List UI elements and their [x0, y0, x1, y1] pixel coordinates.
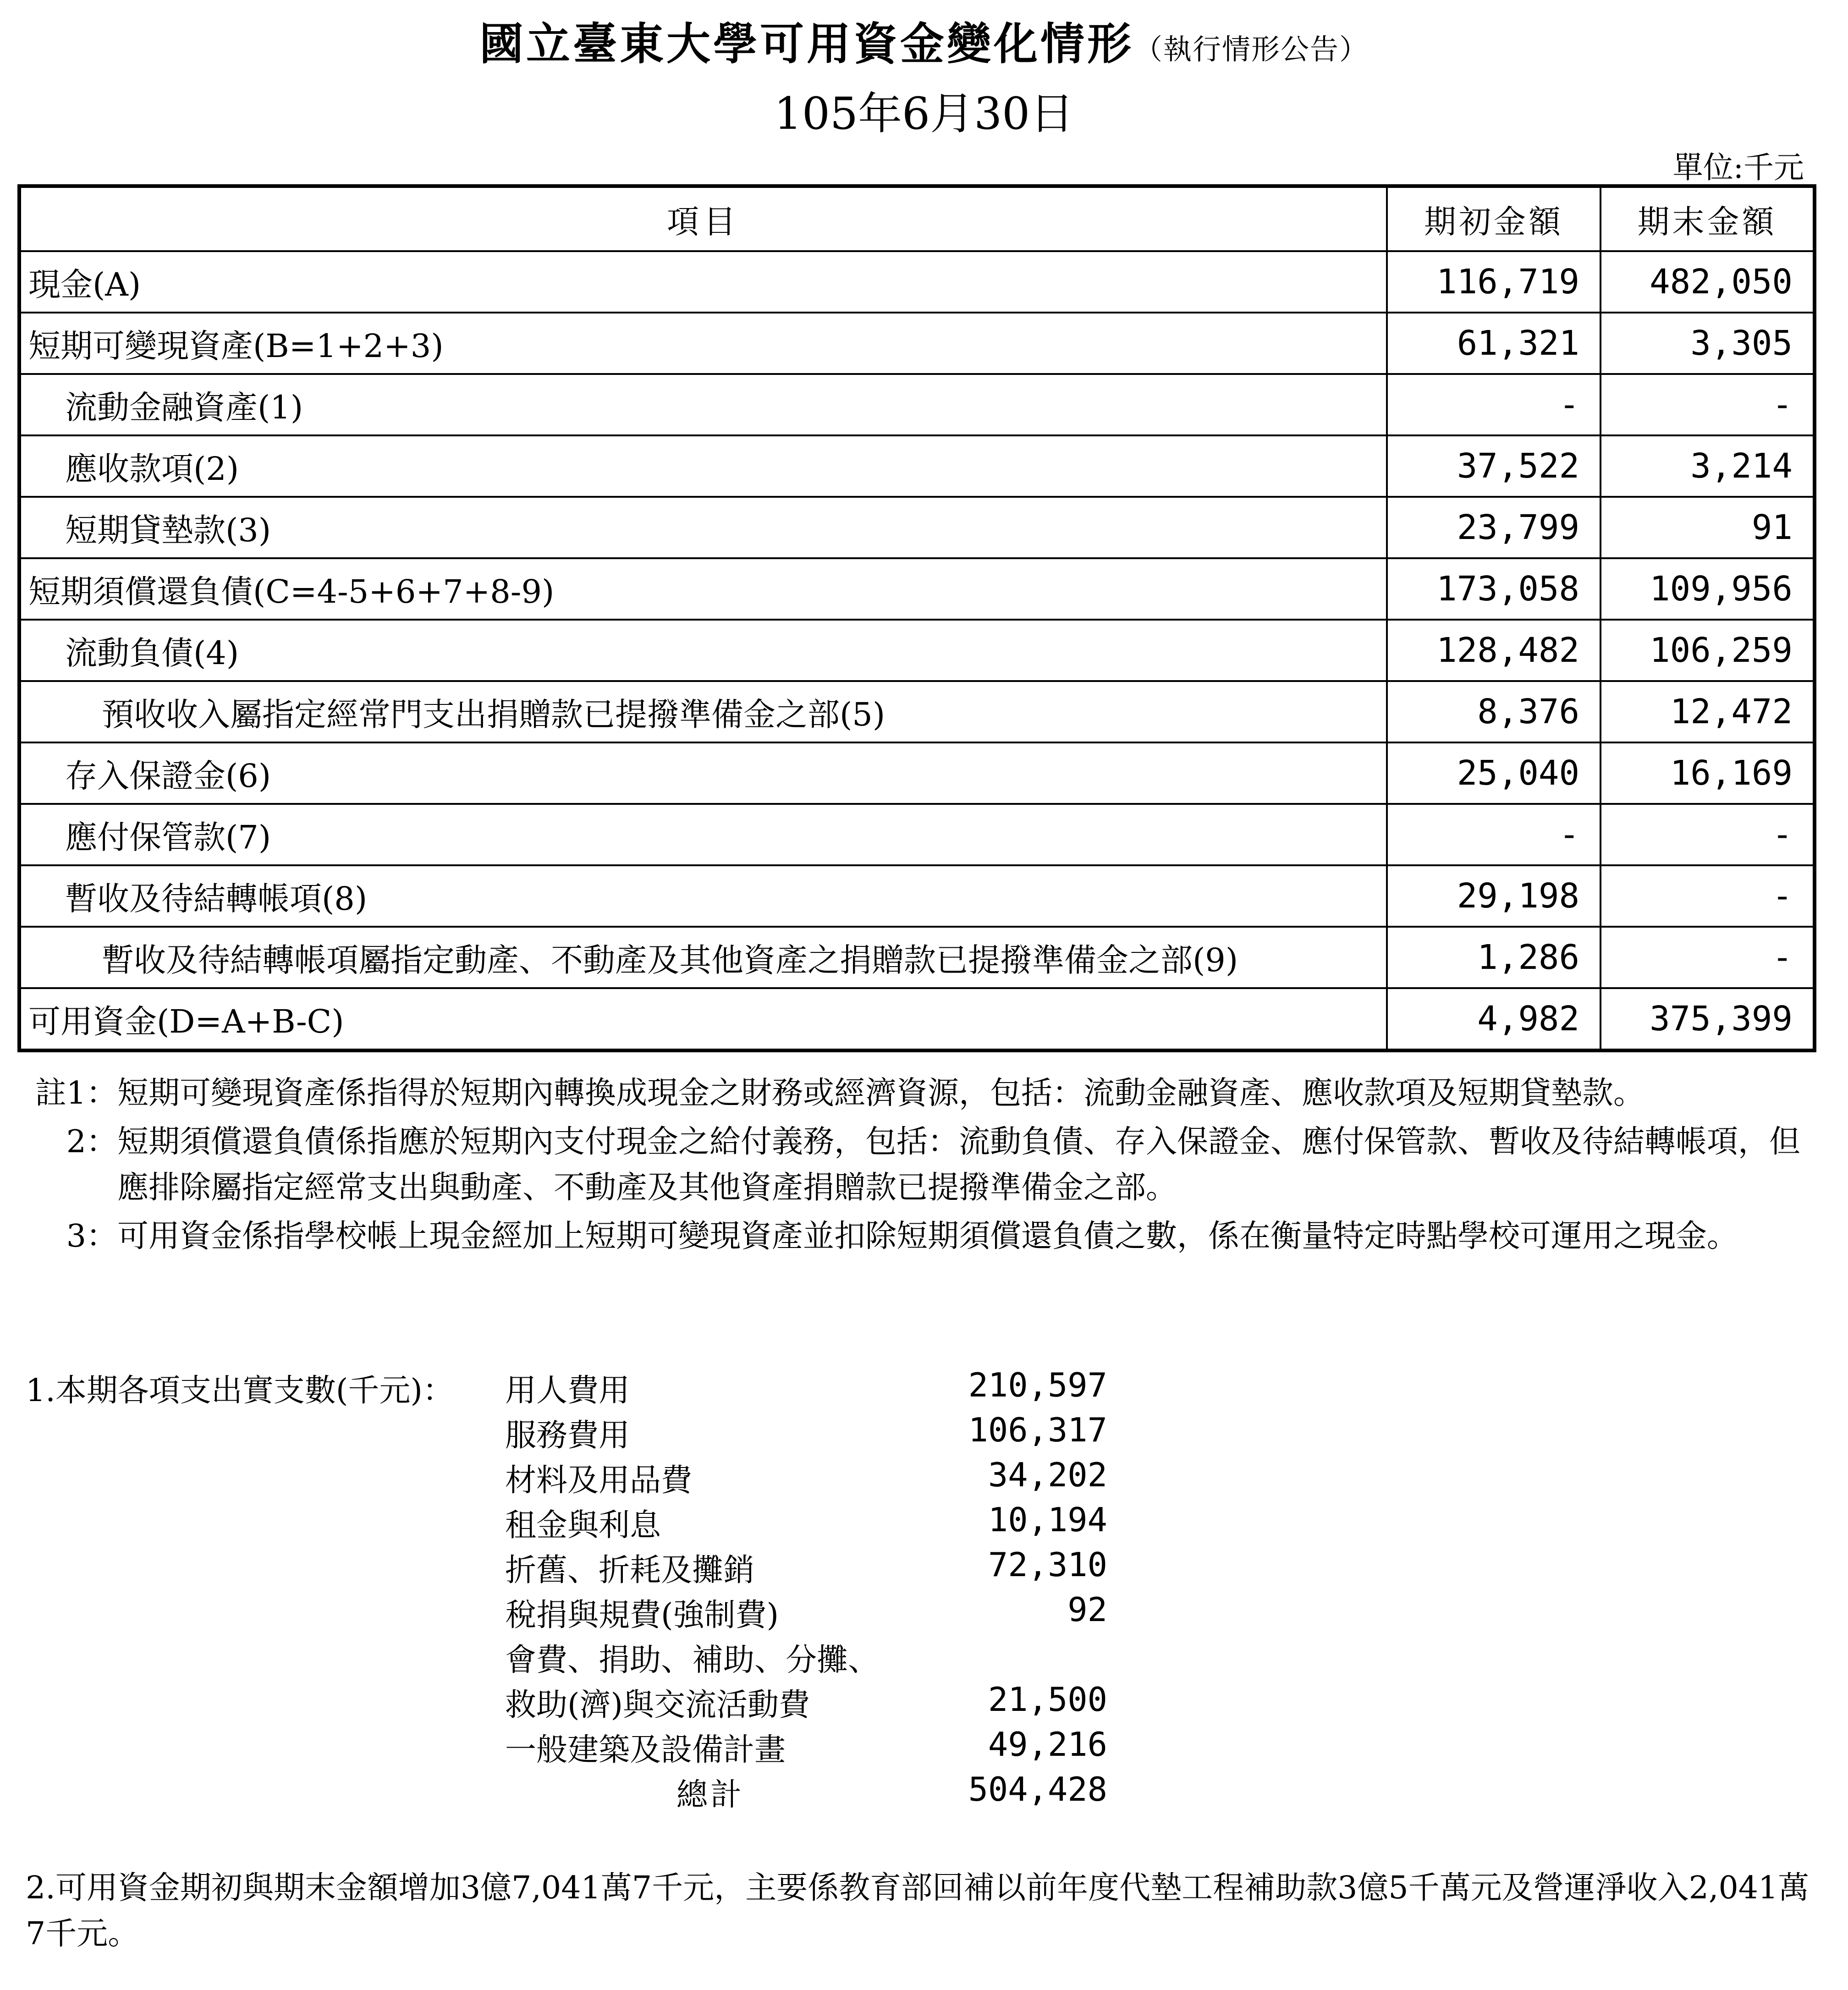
- begin-amount: -: [1387, 804, 1600, 865]
- note-label: 註1：: [35, 1075, 117, 1111]
- begin-amount: 1,286: [1387, 927, 1600, 988]
- paragraph-2: 2.可用資金期初與期末金額增加3億7,041萬7千元，主要係教育部回補以前年度代墊工程補助款3億5千萬元及營運淨收入2,041萬7千元。: [26, 1870, 1810, 1952]
- row-label: 暫收及待結轉帳項屬指定動產、不動產及其他資產之捐贈款已提撥準備金之部(9): [19, 927, 1387, 988]
- row-label: 現金(A): [19, 251, 1387, 313]
- table-row: [19, 374, 1815, 435]
- expense-amount: 21,500: [988, 1680, 1107, 1719]
- unit-label: 單位:千元: [1672, 150, 1804, 185]
- row-label: 可用資金(D=A+B-C): [19, 988, 1387, 1050]
- begin-amount: -: [1387, 374, 1600, 435]
- row-label: 應收款項(2): [19, 435, 1387, 497]
- table-row: [19, 742, 1815, 804]
- expense-category: 服務費用: [505, 1418, 630, 1454]
- expense-category: 租金與利息: [505, 1507, 661, 1544]
- row-label: 短期可變現資產(B=1+2+3): [19, 313, 1387, 374]
- table-row: [19, 865, 1815, 927]
- expense-amount: 106,317: [968, 1411, 1107, 1449]
- table-row: [19, 681, 1815, 742]
- begin-amount: 37,522: [1387, 435, 1600, 497]
- note-label: 2：: [66, 1124, 117, 1160]
- expense-amount: 34,202: [988, 1456, 1107, 1494]
- table-header-row: [19, 186, 1815, 251]
- begin-amount: 25,040: [1387, 742, 1600, 804]
- row-label: 短期貸墊款(3): [19, 497, 1387, 558]
- end-amount: -: [1600, 865, 1815, 927]
- note-text: 短期可變現資產係指得於短期內轉換成現金之財務或經濟資源，包括：流動金融資產、應收款項及短期貸墊款。: [117, 1075, 1645, 1111]
- expense-amount: 49,216: [988, 1725, 1107, 1764]
- end-amount: -: [1600, 804, 1815, 865]
- begin-amount: 8,376: [1387, 681, 1600, 742]
- begin-amount: 116,719: [1387, 251, 1600, 313]
- end-amount: 482,050: [1600, 251, 1815, 313]
- table-row: [19, 313, 1815, 374]
- expense-category: 用人費用: [505, 1373, 630, 1409]
- begin-amount: 128,482: [1387, 620, 1600, 681]
- end-amount: 91: [1600, 497, 1815, 558]
- expense-amount: 72,310: [988, 1545, 1107, 1584]
- table-row: [19, 988, 1815, 1050]
- report-date: 105年6月30日: [774, 88, 1074, 139]
- end-amount: 3,305: [1600, 313, 1815, 374]
- begin-amount: 23,799: [1387, 497, 1600, 558]
- note-text: 短期須償還負債係指應於短期內支付現金之給付義務，包括：流動負債、存入保證金、應付保管款、暫收及待結轉帳項，但應排除屬指定經常支出與動產、不動產及其他資產捐贈款已提撥準備金之部。: [117, 1124, 1801, 1206]
- end-amount: -: [1600, 374, 1815, 435]
- table-row: [19, 558, 1815, 620]
- column-header-item: 項目: [19, 186, 1387, 251]
- row-label: 流動金融資產(1): [19, 374, 1387, 435]
- table-row: [19, 620, 1815, 681]
- expense-category: 救助(濟)與交流活動費: [505, 1687, 810, 1723]
- expense-amount: 10,194: [988, 1501, 1107, 1539]
- expense-category: 一般建築及設備計畫: [505, 1732, 786, 1768]
- end-amount: 109,956: [1600, 558, 1815, 620]
- row-label: 預收收入屬指定經常門支出捐贈款已提撥準備金之部(5): [19, 681, 1387, 742]
- column-header-end: 期末金額: [1600, 186, 1815, 251]
- row-label: 短期須償還負債(C=4-5+6+7+8-9): [19, 558, 1387, 620]
- begin-amount: 29,198: [1387, 865, 1600, 927]
- end-amount: 3,214: [1600, 435, 1815, 497]
- row-label: 暫收及待結轉帳項(8): [19, 865, 1387, 927]
- table-row: [19, 435, 1815, 497]
- expense-total-label: 總計: [676, 1777, 745, 1813]
- row-label: 應付保管款(7): [19, 804, 1387, 865]
- page-subtitle: （執行情形公告）: [1133, 33, 1369, 66]
- expense-category: 折舊、折耗及攤銷: [505, 1552, 755, 1589]
- end-amount: 106,259: [1600, 620, 1815, 681]
- note-item: [26, 1071, 1813, 1116]
- row-label: 流動負債(4): [19, 620, 1387, 681]
- expense-total-amount: 504,428: [968, 1770, 1107, 1809]
- expense-category: 稅捐與規費(強制費): [505, 1597, 779, 1633]
- note-item: [26, 1119, 1813, 1211]
- end-amount: 375,399: [1600, 988, 1815, 1050]
- begin-amount: 173,058: [1387, 558, 1600, 620]
- end-amount: -: [1600, 927, 1815, 988]
- end-amount: 16,169: [1600, 742, 1815, 804]
- funds-table: [17, 184, 1816, 1052]
- table-row: [19, 251, 1815, 313]
- expense-category: 材料及用品費: [505, 1462, 693, 1499]
- table-row: [19, 804, 1815, 865]
- note-text: 可用資金係指學校帳上現金經加上短期可變現資產並扣除短期須償還負債之數，係在衡量特定時點學校可運用之現金。: [117, 1218, 1738, 1254]
- note-item: [26, 1214, 1813, 1259]
- expense-amount: 92: [1067, 1590, 1107, 1629]
- begin-amount: 4,982: [1387, 988, 1600, 1050]
- notes-section: [26, 1071, 1813, 1262]
- expenses-heading: 1.本期各項支出實支數(千元)：: [26, 1373, 454, 1409]
- expense-amount: 210,597: [968, 1366, 1107, 1404]
- note-label: 3：: [66, 1218, 117, 1254]
- table-row: [19, 927, 1815, 988]
- row-label: 存入保證金(6): [19, 742, 1387, 804]
- end-amount: 12,472: [1600, 681, 1815, 742]
- begin-amount: 61,321: [1387, 313, 1600, 374]
- column-header-begin: 期初金額: [1387, 186, 1600, 251]
- table-row: [19, 497, 1815, 558]
- expense-category: 會費、捐助、補助、分攤、: [505, 1642, 880, 1678]
- page-title: 國立臺東大學可用資金變化情形（執行情形公告）: [479, 18, 1369, 70]
